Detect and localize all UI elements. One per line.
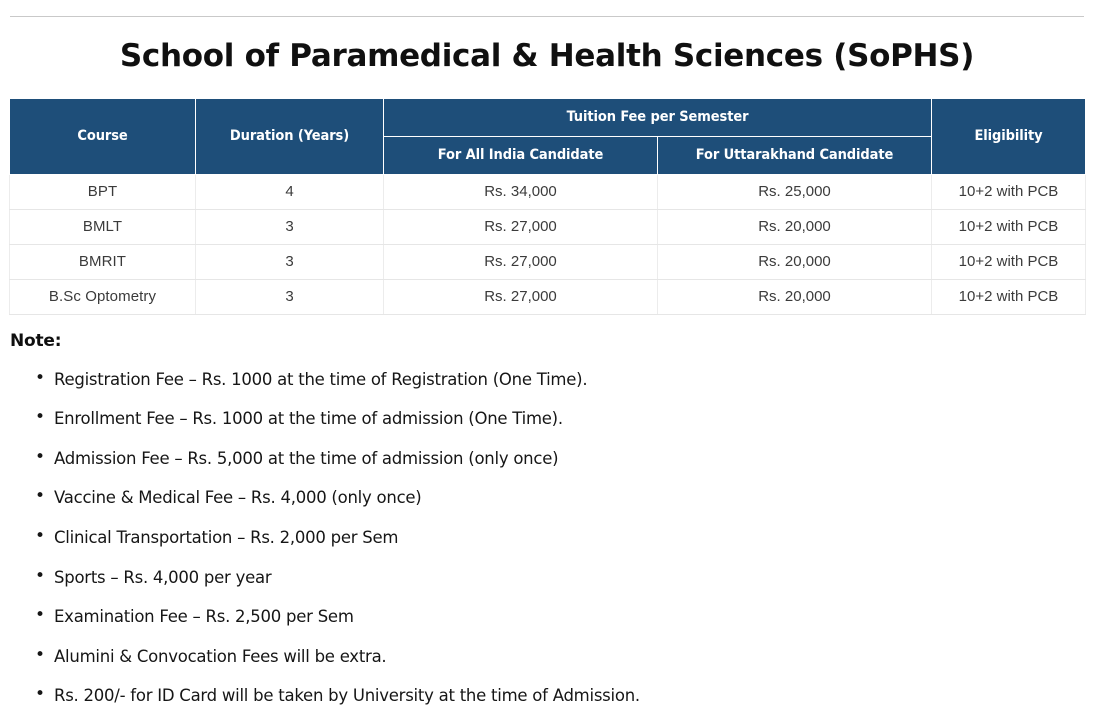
page-title: School of Paramedical & Health Sciences (SoPHS) (119, 38, 975, 74)
list-item: • Examination Fee – Rs. 2,500 per Sem (54, 606, 1086, 627)
column-header-all-india-candidate: For All India Candidate (384, 136, 658, 174)
table-row (10, 279, 1086, 314)
column-header-uttarakhand-candidate: For Uttarakhand Candidate (658, 136, 932, 174)
list-item: • Sports – Rs. 4,000 per year (54, 567, 1086, 588)
column-header-eligibility: Eligibility (932, 98, 1086, 174)
cell-fee-all-india: Rs. 27,000 (384, 244, 658, 279)
list-item: • Clinical Transportation – Rs. 2,000 per Sem (54, 527, 1086, 548)
cell-duration: 4 (196, 174, 384, 209)
cell-fee-uttarakhand: Rs. 25,000 (658, 174, 932, 209)
cell-course: BPT (10, 174, 196, 209)
cell-eligibility: 10+2 with PCB (932, 209, 1086, 244)
cell-fee-uttarakhand: Rs. 20,000 (658, 279, 932, 314)
cell-eligibility: 10+2 with PCB (932, 174, 1086, 209)
list-item: • Admission Fee – Rs. 5,000 at the time of admission (only once) (54, 448, 1086, 469)
cell-eligibility: 10+2 with PCB (932, 244, 1086, 279)
cell-fee-all-india: Rs. 34,000 (384, 174, 658, 209)
table-row (10, 244, 1086, 279)
column-header-course: Course (10, 98, 196, 174)
cell-course: BMLT (10, 209, 196, 244)
list-item: • Rs. 200/- for ID Card will be taken by University at the time of Admission. (54, 685, 1086, 706)
cell-duration: 3 (196, 279, 384, 314)
cell-duration: 3 (196, 209, 384, 244)
top-divider (10, 16, 1084, 17)
cell-fee-uttarakhand: Rs. 20,000 (658, 209, 932, 244)
note-heading: Note: (10, 330, 62, 351)
list-item: • Registration Fee – Rs. 1000 at the time of Registration (One Time). (54, 369, 1086, 390)
fee-structure-table (9, 98, 1086, 315)
cell-eligibility: 10+2 with PCB (932, 279, 1086, 314)
table-header (10, 98, 1086, 174)
cell-fee-uttarakhand: Rs. 20,000 (658, 244, 932, 279)
fee-table-container (8, 98, 1086, 315)
table-header-row-1 (10, 98, 1086, 136)
table-row (10, 174, 1086, 209)
list-item: • Vaccine & Medical Fee – Rs. 4,000 (only once) (54, 487, 1086, 508)
column-header-duration: Duration (Years) (196, 98, 384, 174)
cell-duration: 3 (196, 244, 384, 279)
cell-course: B.Sc Optometry (10, 279, 196, 314)
column-header-tuition-group: Tuition Fee per Semester (384, 98, 932, 136)
table-row (10, 209, 1086, 244)
list-item: • Alumini & Convocation Fees will be extra. (54, 646, 1086, 667)
list-item: • Enrollment Fee – Rs. 1000 at the time of admission (One Time). (54, 408, 1086, 429)
table-body (10, 174, 1086, 314)
cell-fee-all-india: Rs. 27,000 (384, 209, 658, 244)
cell-course: BMRIT (10, 244, 196, 279)
note-list (8, 369, 1086, 707)
cell-fee-all-india: Rs. 27,000 (384, 279, 658, 314)
